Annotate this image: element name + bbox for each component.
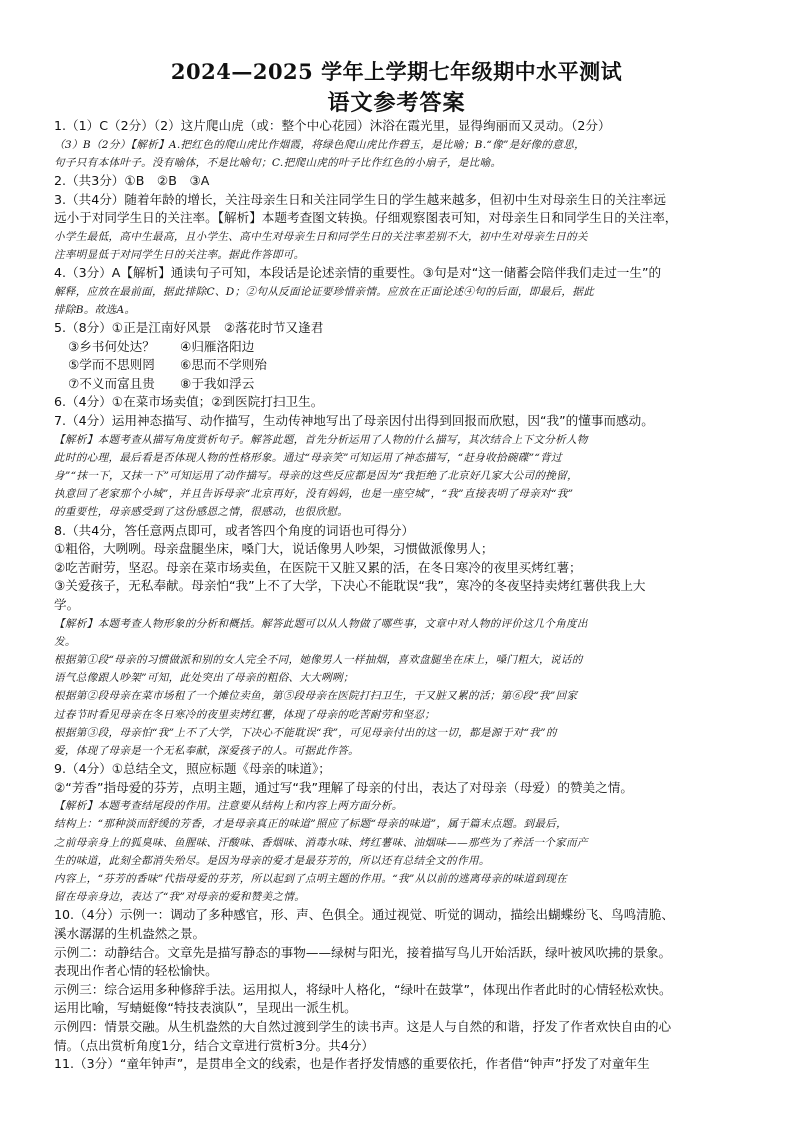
- answer-text-line: 溪水潺潺的生机盎然之景。: [54, 925, 206, 941]
- analysis-text-line: 【解析】本题考查结尾段的作用。注意要从结构上和内容上两方面分析。: [54, 800, 403, 813]
- answer-text-line: 示例二：动静结合。文章先是描写静态的事物——绿树与阳光，接着描写鸟儿开始活跃，绿叶被风吹拂的景象。: [54, 944, 672, 960]
- analysis-text-line: 小学生最低，高中生最高，且小学生、高中生对母亲生日和同学生日的关注率差别不大，初中生对母亲生日的关: [54, 230, 588, 243]
- analysis-text-line: 身”“抹一下，又抹一下”可知运用了动作描写。母亲的这些反应都是因为“我拒绝了北京好几家大公司的挽留，: [54, 470, 578, 483]
- answer-text-line: 3.（共4分）随着年龄的增长，关注母亲生日和关注同学生日的学生越来越多，但初中生对母亲生日的关注率远: [54, 191, 666, 207]
- answer-text-line: ⑤学而不思则罔 ⑥思而不学则殆: [68, 357, 267, 373]
- analysis-text-line: 排除B。故选A。: [54, 303, 136, 316]
- analysis-text-line: 执意回了老家那个小城”，并且告诉母亲“北京再好，没有妈妈，也是一座空城”，“我”直接表明了母亲对“我”: [54, 488, 574, 501]
- analysis-text-line: 生的味道，此刻全都消失殆尽。是因为母亲的爱才是最芬芳的，所以还有总结全文的作用。: [54, 854, 490, 867]
- analysis-text-line: 内容上，“芬芳的香味”代指母爱的芬芳，所以起到了点明主题的作用。“我”从以前的逃离母亲的味道到现在: [54, 873, 568, 885]
- exam-title: 2024—2025 学年上学期七年级期中水平测试: [170, 59, 623, 84]
- analysis-text-line: 句子只有本体叶子。没有喻体，不是比喻句；C.把爬山虎的叶子比作红色的小扇子，是比喻。: [54, 156, 502, 169]
- answer-text-line: 远小于对同学生日的关注率。【解析】本题考查图文转换。仔细观察图表可知，对母亲生日和同学生日的关注率，: [54, 210, 678, 226]
- answer-text-line: 6.（4分）①在菜市场卖值；②到医院打扫卫生。: [54, 394, 324, 410]
- analysis-text-line: 根据第①段“母亲的习惯做派和别的女人完全不同，她像男人一样抽烟，喜欢盘腿坐在床上，嗓门粗大，说话的: [54, 653, 583, 666]
- answer-text-line: ②“芳香”指母爱的芬芳，点明主题，通过写“我”理解了母亲的付出，表达了对母亲（母爱）的赞美之情。: [54, 779, 633, 795]
- analysis-text-line: 【解析】本题考查人物形象的分析和概括。解答此题可以从人物做了哪些事，文章中对人物的评价这几个角度出: [54, 617, 588, 630]
- answer-text-line: 4.（3分）A【解析】通读句子可知，本段话是论述亲情的重要性。③句是对“这一储蓄会陪伴我们走过一生”的: [54, 265, 662, 281]
- answer-text-line: 运用比喻，写蜻蜓像“特技表演队”，呈现出一派生机。: [54, 1000, 357, 1016]
- answer-content: [54, 117, 744, 1074]
- answer-text-line: ③关爱孩子，无私奉献。母亲怕“我”上不了大学，下决心不能耽误“我”，寒冷的冬夜坚持卖烤红薯供我上大: [54, 578, 646, 594]
- answer-text-line: 学。: [54, 596, 80, 612]
- analysis-text-line: （3）B（2分）【解析】A.把红色的爬山虎比作烟霞，将绿色爬山虎比作碧玉，是比喻；B.“像”是好像的意思，: [54, 138, 585, 151]
- answer-text-line: ①粗俗，大咧咧。母亲盘腿坐床，嗓门大，说话像男人吵架，习惯做派像男人；: [54, 541, 494, 557]
- analysis-text-line: 的重要性，母亲感受到了这份感恩之情，很感动，也很欣慰。: [54, 506, 349, 519]
- analysis-text-line: 解释，应放在最前面，据此排除C、D；②句从反面论证要珍惜亲情。应放在正面论述④句的后面，即最后，据此: [54, 285, 595, 298]
- analysis-text-line: 过春节时看见母亲在冬日寒冷的夜里卖烤红薯，体现了母亲的吃苦耐劳和坚忍；: [54, 708, 436, 721]
- analysis-text-line: 结构上：“那种淡而舒缓的芳香，才是母亲真正的味道”照应了标题“母亲的味道”，属于篇末点题。到最后，: [54, 818, 568, 831]
- answer-text-line: 示例四：情景交融。从生机盎然的大自然过渡到学生的读书声。这是人与自然的和谐，抒发了作者欢快自由的心: [54, 1018, 672, 1034]
- answer-text-line: ③乡书何处达？ ④归雁洛阳边: [68, 338, 255, 354]
- answer-text-line: 11.（3分）“童年钟声”，是贯串全文的线索，也是作者抒发情感的重要依托，作者借“钟声”抒发了对童年生: [54, 1056, 650, 1072]
- analysis-text-line: 爱，体现了母亲是一个无私奉献，深爱孩子的人。可据此作答。: [54, 744, 360, 757]
- analysis-text-line: 发。: [54, 635, 76, 648]
- answer-text-line: ⑦不义而富且贵 ⑧于我如浮云: [68, 375, 255, 391]
- answer-text-line: 情。（点出赏析角度1分，结合文章进行赏析3分。共4分）: [54, 1037, 374, 1053]
- answer-text-line: 示例三：综合运用多种修辞手法。运用拟人，将绿叶人格化，“绿叶在鼓掌”，体现出作者此时的心情轻松欢快。: [54, 981, 672, 997]
- answer-text-line: 10.（4分）示例一：调动了多种感官，形、声、色俱全。通过视觉、听觉的调动，描绘出蝴蝶纷飞、鸟鸣清脆、: [54, 907, 674, 923]
- answer-text-line: 2.（共3分）①B ②B ③A: [54, 172, 210, 188]
- analysis-text-line: 语气总像跟人吵架”可知，此处突出了母亲的粗俗、大大咧咧；: [54, 672, 354, 685]
- analysis-text-line: 留在母亲身边，表达了“我”对母亲的爱和赞美之情。: [54, 891, 306, 904]
- analysis-text-line: 根据第②段母亲在菜市场租了一个摊位卖鱼，第⑤段母亲在医院打扫卫生，干又脏又累的活；第⑥段“我”回家: [54, 690, 578, 703]
- analysis-text-line: 之前母亲身上的狐臭味、鱼腥味、汗酸味、香烟味、消毒水味、烤红薯味、油烟味——那些为了养活一个家而产: [54, 836, 588, 849]
- answer-text-line: 8.（共4分，答任意两点即可，或者答四个角度的词语也可得分）: [54, 522, 415, 538]
- answer-text-line: 1.（1）C（2分）（2）这片爬山虎（或：整个中心花园）沐浴在霞光里，显得绚丽而又灵动。（2分）: [54, 118, 611, 133]
- answer-text-line: ②吃苦耐劳，坚忍。母亲在菜市场卖鱼，在医院干又脏又累的活，在冬日寒冷的夜里买烤红薯；: [54, 559, 582, 575]
- analysis-text-line: 注率明显低于对同学生日的关注率。据此作答即可。: [54, 248, 305, 261]
- answer-text-line: 7.（4分）运用神态描写、动作描写，生动传神地写出了母亲因付出得到回报而欣慰，因“我”的懂事而感动。: [54, 413, 654, 429]
- answer-text-line: 5.（8分）①正是江南好风景 ②落花时节又逢君: [54, 320, 324, 336]
- analysis-text-line: 根据第③段，母亲怕“我”上不了大学，下决心不能耽误“我”，可见母亲付出的这一切，都是源于对“我”的: [54, 726, 557, 739]
- answer-text-line: 9.（4分）①总结全文，照应标题《母亲的味道》；: [54, 761, 331, 777]
- analysis-text-line: 【解析】本题考查从描写角度赏析句子。解答此题，首先分析运用了人物的什么描写，其次结合上下文分析人物: [54, 433, 588, 446]
- analysis-text-line: 此时的心理，最后看是否体现人物的性格形象。通过“母亲笑”可知运用了神态描写，“赶身收拾碗碟”“背过: [54, 451, 562, 464]
- answer-text-line: 表现出作者心情的轻松愉快。: [54, 963, 218, 979]
- answer-key-title: 语文参考答案: [327, 90, 466, 116]
